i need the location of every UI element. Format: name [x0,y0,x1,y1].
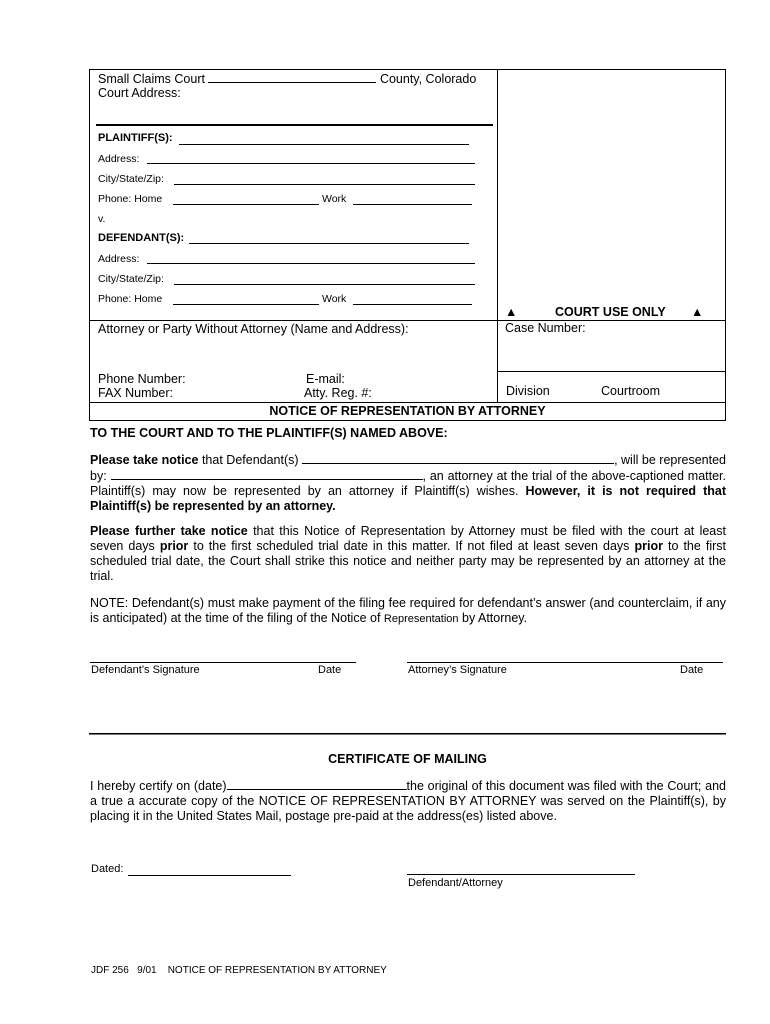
atty-reg-label: Atty. Reg. #: [304,386,372,400]
plaintiff-label: PLAINTIFF(S): [98,132,173,144]
court-address-divider [96,124,493,126]
attorney-signature-label: Attorney’s Signature [408,664,507,676]
arrow-up-icon: ▲ [691,305,704,319]
defendant-address-field[interactable] [147,263,475,264]
case-number-divider [497,371,726,372]
form-title: NOTICE OF REPRESENTATION BY ATTORNEY [269,404,546,418]
attorney-label: Attorney or Party Without Attorney (Name and Address): [98,322,409,336]
defendant-signature-label: Defendant’s Signature [91,664,200,676]
defendant-name-field[interactable] [189,243,469,244]
plaintiff-phone-work-field[interactable] [353,204,472,205]
salutation: TO THE COURT AND TO THE PLAINTIFF(S) NAMED ABOVE: [90,426,448,440]
notice-paragraph [90,452,726,514]
caption-divider-vertical [497,69,498,403]
phone-number-label: Phone Number: [98,372,186,386]
defendant-city-label: City/State/Zip: [98,273,164,285]
court-use-only-label: COURT USE ONLY [555,305,666,319]
further-notice-text-a: that this Notice of Representation by Attorney must be filed with the court at least seven days [90,524,726,553]
note-text-small: Representation [383,613,459,625]
defendant-address-label: Address: [98,253,140,265]
notice-text-a: that Defendant(s) [198,453,303,467]
division-label: Division [506,384,550,398]
versus-label: v. [98,213,106,225]
prior-emphasis: prior [634,539,663,553]
note-paragraph [90,596,726,627]
courtroom-label: Courtroom [601,384,661,398]
plaintiff-address-field[interactable] [147,163,475,164]
defendant-label: DEFENDANT(S): [98,232,185,244]
plaintiff-phone-work-label: Work [322,193,347,205]
county-field[interactable] [208,71,376,83]
email-label: E-mail: [306,372,345,386]
caption-box [89,69,726,403]
defendant-phone-work-label: Work [322,293,347,305]
plaintiff-city-field[interactable] [174,184,475,185]
further-notice-paragraph [90,524,726,584]
attorney-name-field[interactable] [111,468,423,480]
court-address-label: Court Address: [98,86,181,100]
certificate-text-b: the original of this document was filed with the Court; and a true a accurate copy of the NOTICE OF REPRESENTATION BY ATTORNEY was served on the Plaintiff(s), by placing it in the United States Mail, postage pre-paid at the address(es) listed above. [90,779,726,823]
note-text-a: NOTE: Defendant(s) must make payment of the filing fee required for defendant’s answer (and counterclaim, if any is anticipated) at the time of the filing of the Notice of [90,596,726,625]
certificate-signature-line[interactable] [407,874,635,875]
case-number-label: Case Number: [505,321,586,335]
prior-emphasis: prior [159,539,189,553]
defendant-represented-field[interactable] [302,452,614,464]
plaintiff-city-label: City/State/Zip: [98,173,164,185]
dated-label: Dated: [91,863,124,875]
notice-text-b: , will be represented by: [90,453,726,483]
notice-text-c: , an attorney at the trial of the above-captioned matter. Plaintiff(s) may now be represented by an attorney if Plaintiff(s) wishes. [90,469,726,498]
defendant-phone-home-label: Phone: Home [98,293,163,305]
defendant-phone-work-field[interactable] [353,304,472,305]
plaintiff-name-field[interactable] [179,144,469,145]
court-name-line [98,71,476,86]
further-notice-bold-lead: Please further take notice [90,524,248,538]
further-notice-text-b: to the first scheduled trial date in this matter. If not filed at least seven days [188,539,635,553]
defendant-signature-line[interactable] [90,662,356,663]
court-prefix: Small Claims Court [98,72,205,86]
form-footer: JDF 256 9/01 NOTICE OF REPRESENTATION BY ATTORNEY [91,965,387,976]
defendant-city-field[interactable] [174,284,475,285]
defendant-attorney-label: Defendant/Attorney [408,877,503,889]
notice-bold-lead: Please take notice [90,453,199,467]
certify-date-field[interactable] [227,778,407,790]
certificate-title: CERTIFICATE OF MAILING [328,752,487,766]
certificate-paragraph [90,778,726,824]
attorney-divider [89,320,726,321]
court-suffix: County, Colorado [379,72,477,86]
defendant-phone-home-field[interactable] [173,304,319,305]
plaintiff-phone-home-field[interactable] [173,204,319,205]
defendant-date-label: Date [318,664,342,676]
section-separator [89,733,726,735]
plaintiff-address-label: Address: [98,153,140,165]
plaintiff-phone-home-label: Phone: Home [98,193,163,205]
attorney-signature-line[interactable] [407,662,723,663]
notice-bold-tail: However, it is not required that Plaintiff(s) be represented by an attorney. [90,484,726,513]
fax-number-label: FAX Number: [98,386,174,400]
certificate-text-a: I hereby certify on (date) [90,779,227,793]
attorney-date-label: Date [680,664,704,676]
dated-field[interactable] [128,875,291,876]
arrow-up-icon: ▲ [505,305,518,319]
further-notice-text-c: to the first scheduled trial date, the Court shall strike this notice and neither party may be represented by an attorney at the trial. [90,539,726,583]
note-text-b: by Attorney. [458,611,528,625]
